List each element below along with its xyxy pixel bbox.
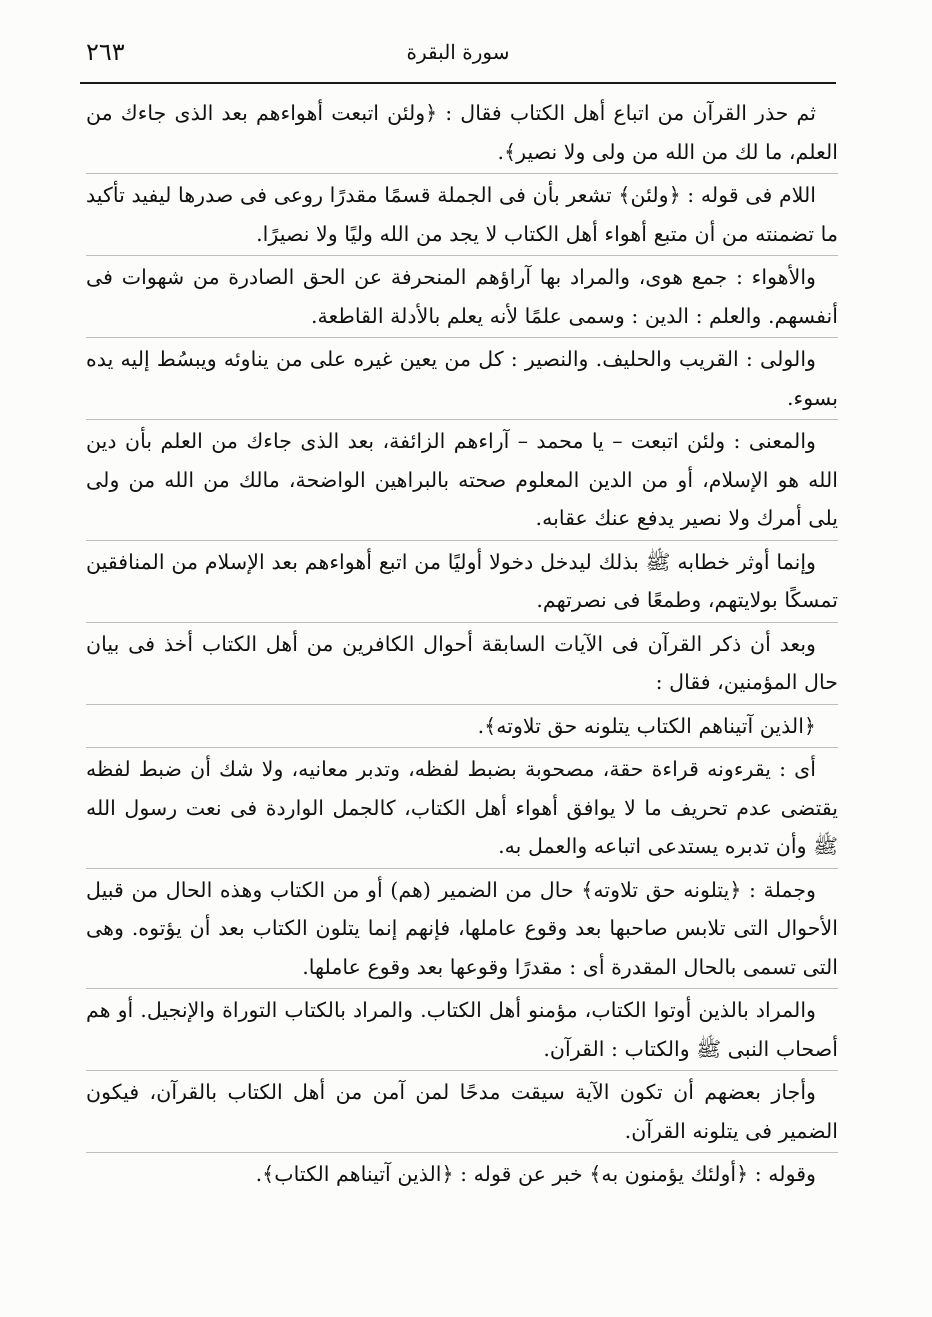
surah-title: سورة البقرة	[406, 40, 510, 64]
page-number: ٢٦٣	[86, 38, 125, 66]
paragraph-verse: ﴿الذين آتيناهم الكتاب يتلونه حق تلاوته﴾.	[86, 705, 838, 749]
paragraph-tilawa: أى : يقرءونه قراءة حقة، مصحوبة بضبط لفظه، وتدبر معانيه، ولا شك أن ضبط لفظه يقتضى عدم تحريف ما لا يوافق أهواء أهل الكتاب، كالجمل الواردة فى نعت رسول الله ﷺ وأن تدبره يستدعى اتباعه والعمل به.	[86, 748, 838, 869]
paragraph-ahwaa: والأهواء : جمع هوى، والمراد بها آراؤهم المنحرفة عن الحق الصادرة من شهوات فى أنفسهم. والعلم : الدين : وسمى علمًا لأنه يعلم بالأدلة القاطعة.	[86, 256, 838, 338]
paragraph-wali: والولى : القريب والحليف. والنصير : كل من يعين غيره على من يناوئه ويبسُط إليه يده بسوء.	[86, 338, 838, 420]
paragraph-mueminin: وبعد أن ذكر القرآن فى الآيات السابقة أحوال الكافرين من أهل الكتاب أخذ فى بيان حال المؤمنين، فقال :	[86, 623, 838, 705]
paragraph-murad: والمراد بالذين أوتوا الكتاب، مؤمنو أهل الكتاب. والمراد بالكتاب التوراة والإنجيل. أو هم أصحاب النبى ﷺ والكتاب : القرآن.	[86, 989, 838, 1071]
paragraph-lam: اللام فى قوله : ﴿ولئن﴾ تشعر بأن فى الجملة قسمًا مقدرًا روعى فى صدرها ليفيد تأكيد ما تضمنته من أن متبع أهواء أهل الكتاب لا يجد من الله وليًا ولا نصيرًا.	[86, 174, 838, 256]
header-divider	[80, 82, 836, 84]
paragraph-ajaz: وأجاز بعضهم أن تكون الآية سيقت مدحًا لمن آمن من أهل الكتاب بالقرآن، فيكون الضمير فى يتلونه القرآن.	[86, 1071, 838, 1153]
paragraph-warning: ثم حذر القرآن من اتباع أهل الكتاب فقال : ﴿ولئن اتبعت أهواءهم بعد الذى جاءك من العلم، ما لك من الله من ولى ولا نصير﴾.	[86, 92, 838, 174]
page-body	[86, 92, 838, 1196]
paragraph-jumla: وجملة : ﴿يتلونه حق تلاوته﴾ حال من الضمير (هم) أو من الكتاب وهذه الحال من قبيل الأحوال التى تلابس صاحبها بعد وقوع عاملها، فإنهم إنما يتلون الكتاب بعد أن يؤتوه. وهى التى تسمى بالحال المقدرة أى : مقدرًا وقوعها بعد وقوع عاملها.	[86, 869, 838, 990]
paragraph-khitab: وإنما أوثر خطابه ﷺ بذلك ليدخل دخولا أوليًا من اتبع أهواءهم بعد الإسلام من المنافقين تمسكًا بولايتهم، وطمعًا فى نصرتهم.	[86, 541, 838, 623]
paragraph-qawluhu: وقوله : ﴿أولئك يؤمنون به﴾ خبر عن قوله : ﴿الذين آتيناهم الكتاب﴾.	[255, 1162, 816, 1186]
paragraph-maana: والمعنى : ولئن اتبعت – يا محمد – آراءهم الزائفة، بعد الذى جاءك من العلم بأن دين الله هو الإسلام، أو من الدين المعلوم صحته بالبراهين الواضحة، مالك من الله من ولى يلى أمرك ولا نصير يدفع عنك عقابه.	[86, 420, 838, 541]
page-header	[80, 28, 836, 76]
